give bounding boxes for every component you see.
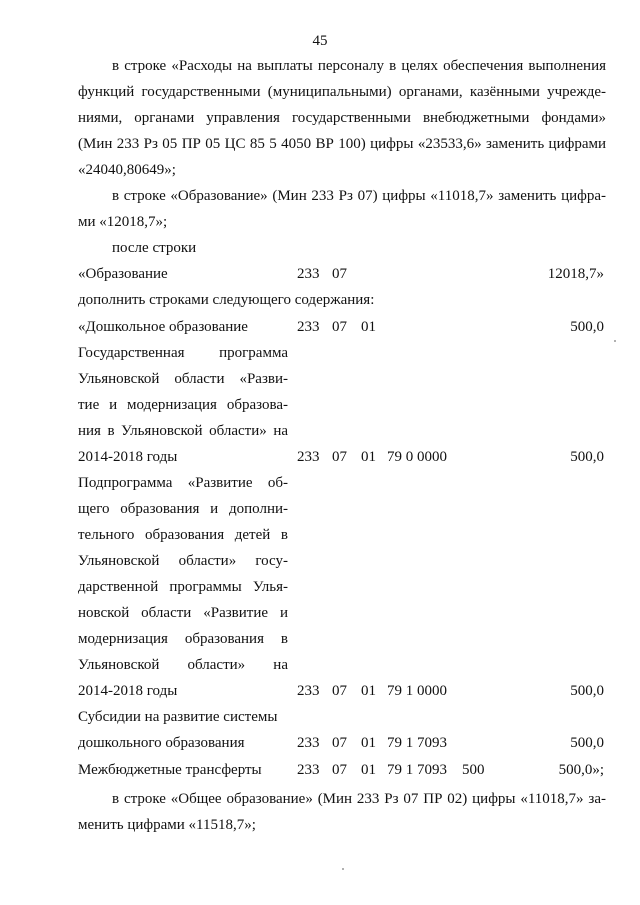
table-row-transfers <box>78 757 606 783</box>
scan-speck <box>614 340 616 342</box>
text-line: Государственная программа <box>78 345 288 361</box>
col-pr: 01 <box>361 449 376 465</box>
page-number: 45 <box>312 33 328 49</box>
text-line: дошкольного образования <box>78 735 245 751</box>
paragraph-general-education <box>78 786 606 838</box>
text-line: тие и модернизация образова- <box>78 397 288 413</box>
col-sum: 500,0 <box>570 449 604 465</box>
text-line: в строке «Общее образование» (Мин 233 Рз 07 ПР 02) цифры «11018,7» за- <box>112 791 606 807</box>
col-cs: 79 1 7093 <box>387 762 447 778</box>
col-pr: 01 <box>361 683 376 699</box>
col-pr: 01 <box>361 735 376 751</box>
subprogram-name <box>78 470 288 704</box>
col-pr: 01 <box>361 762 376 778</box>
text-line: Ульяновской области» госу- <box>78 553 288 569</box>
text-line: функций государственными (муниципальными) органами, казёнными учрежде- <box>78 84 606 100</box>
text-line: тельного образования детей в <box>78 527 288 543</box>
col-rz: 07 <box>332 735 347 751</box>
text-line: Ульяновской области «Разви- <box>78 371 288 387</box>
table-row-subsidy <box>78 730 606 756</box>
text-line: 2014-2018 годы <box>78 683 178 699</box>
table-row-preschool <box>78 314 606 340</box>
text-line: «24040,80649»; <box>78 162 176 178</box>
text-line: (Мин 233 Рз 05 ПР 05 ЦС 85 5 4050 ВР 100) цифры «23533,6» заменить цифрами <box>78 136 606 152</box>
col-cs: 79 1 0000 <box>387 683 447 699</box>
col-sum: 500,0 <box>570 319 604 335</box>
paragraph-education <box>78 183 606 235</box>
table-row-state-program <box>78 444 606 470</box>
row-name: «Образование <box>78 266 168 282</box>
text-line: Субсидии на развитие системы <box>78 709 278 725</box>
col-rz: 07 <box>332 762 347 778</box>
text-line: в строке «Образование» (Мин 233 Рз 07) цифры «11018,7» заменить цифра- <box>112 188 606 204</box>
col-rz: 07 <box>332 319 347 335</box>
col-min: 233 <box>297 735 320 751</box>
col-rz: 07 <box>332 266 347 282</box>
text-line: дополнить строками следующего содержания: <box>78 292 375 308</box>
text-line: ния в Ульяновской области» на <box>78 423 288 439</box>
col-min: 233 <box>297 266 320 282</box>
scan-speck <box>342 868 344 870</box>
col-vr: 500 <box>462 762 485 778</box>
text-line: после строки <box>112 240 197 256</box>
text-line: новской области «Развитие и <box>78 605 288 621</box>
table-row-subprogram <box>78 678 606 704</box>
col-sum: 12018,7» <box>547 266 604 282</box>
col-min: 233 <box>297 762 320 778</box>
text-line: менить цифрами «11518,7»; <box>78 817 256 833</box>
col-pr: 01 <box>361 319 376 335</box>
table-row-education <box>78 261 606 287</box>
text-line: модернизация образования в <box>78 631 288 647</box>
col-cs: 79 1 7093 <box>387 735 447 751</box>
paragraph-after-line <box>78 235 606 261</box>
text-line: ниями, органами управления государственными внебюджетными фондами» <box>78 110 606 126</box>
col-min: 233 <box>297 683 320 699</box>
row-name: Межбюджетные трансферты <box>78 762 262 778</box>
col-min: 233 <box>297 319 320 335</box>
col-sum: 500,0 <box>570 683 604 699</box>
col-sum: 500,0»; <box>558 762 604 778</box>
text-line: 2014-2018 годы <box>78 449 178 465</box>
text-line: щего образования и дополни- <box>78 501 288 517</box>
col-cs: 79 0 0000 <box>387 449 447 465</box>
col-rz: 07 <box>332 683 347 699</box>
text-line: в строке «Расходы на выплаты персоналу в целях обеспечения выполнения <box>112 58 606 74</box>
text-line: Ульяновской области» на <box>78 657 288 673</box>
paragraph-add-lines <box>78 287 606 313</box>
text-line: ми «12018,7»; <box>78 214 168 230</box>
text-line: Подпрограмма «Развитие об- <box>78 475 288 491</box>
col-min: 233 <box>297 449 320 465</box>
paragraph-salary-expenses <box>78 53 606 183</box>
col-sum: 500,0 <box>570 735 604 751</box>
text-line: дарственной программы Улья- <box>78 579 288 595</box>
row-name: «Дошкольное образование <box>78 319 248 335</box>
col-rz: 07 <box>332 449 347 465</box>
